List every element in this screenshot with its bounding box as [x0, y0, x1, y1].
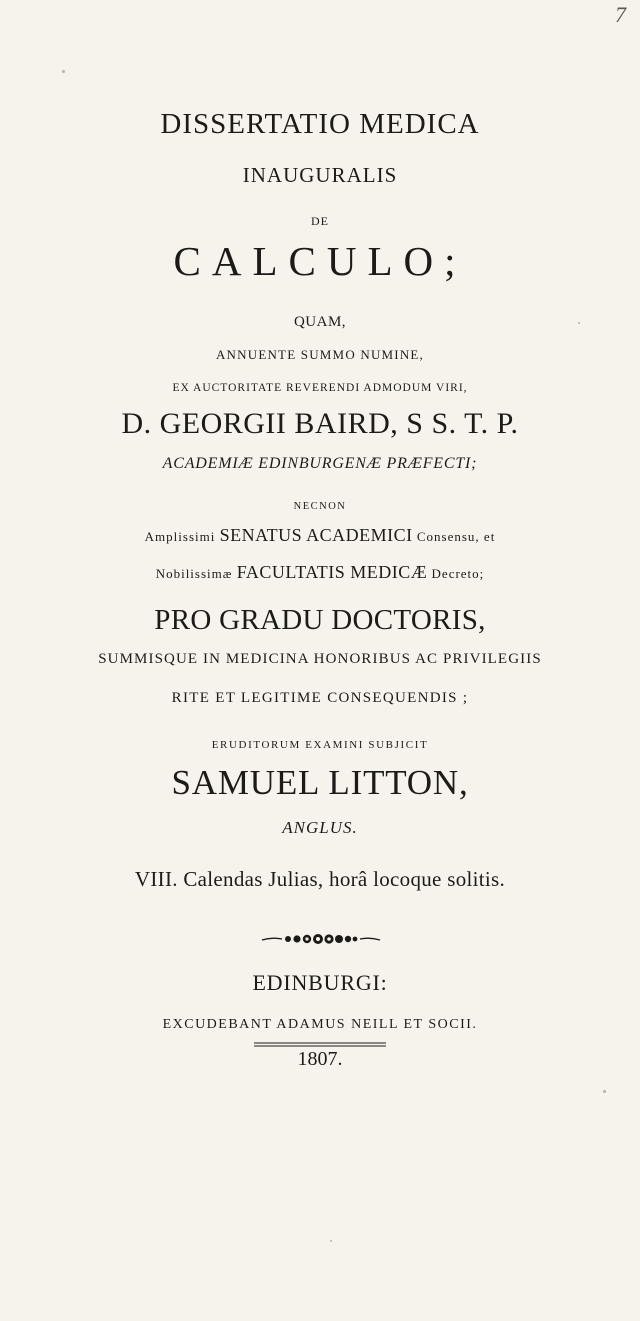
- necnon-line: NECNON: [293, 501, 347, 512]
- printer-ornament: [260, 932, 382, 946]
- paper-speck: [330, 1240, 332, 1242]
- facultatis-line: [0, 562, 640, 583]
- academiae-line: ACADEMIÆ EDINBURGENÆ PRÆFECTI;: [162, 455, 478, 472]
- de-line: DE: [311, 214, 329, 228]
- imprint-rule: [254, 1042, 386, 1047]
- imprint-year: 1807.: [297, 1048, 343, 1070]
- author-nation: ANGLUS.: [282, 818, 358, 837]
- pro-gradu-line: PRO GRADU DOCTORIS,: [154, 604, 486, 636]
- paper-speck: [603, 1090, 606, 1093]
- senatus-prefix: Amplissimi: [144, 529, 216, 544]
- annuente-line: ANNUENTE SUMMO NUMINE,: [215, 347, 425, 362]
- dissertation-subtitle: INAUGURALIS: [242, 163, 398, 187]
- quam-line: QUAM,: [293, 314, 347, 330]
- imprint-printer: EXCUDEBANT ADAMUS NEILL ET SOCII.: [162, 1017, 478, 1032]
- summisque-line: SUMMISQUE IN MEDICINA HONORIBUS AC PRIVILEGIIS: [98, 651, 542, 667]
- author-name: SAMUEL LITTON,: [171, 763, 469, 802]
- facultatis-prefix: Nobilissimæ: [155, 566, 233, 581]
- dissertation-title: DISSERTATIO MEDICA: [160, 108, 480, 140]
- principal-name: D. GEORGII BAIRD, S S. T. P.: [121, 407, 519, 440]
- paper-speck: [578, 322, 580, 324]
- imprint-place: EDINBURGI:: [252, 970, 388, 995]
- rite-line: RITE ET LEGITIME CONSEQUENDIS ;: [171, 690, 469, 706]
- topic-heading: CALCULO;: [173, 238, 467, 284]
- senatus-line: [0, 525, 640, 546]
- facultatis-suffix: Decreto;: [431, 566, 485, 581]
- auctoritate-line: EX AUCTORITATE REVERENDI ADMODUM VIRI,: [172, 382, 468, 394]
- senatus-main: SENATUS ACADEMICI: [219, 525, 413, 545]
- paper-speck: [62, 70, 65, 73]
- corner-pencil-mark: 7: [615, 2, 626, 27]
- senatus-suffix: Consensu, et: [416, 529, 496, 544]
- facultatis-main: FACULTATIS MEDICÆ: [236, 562, 428, 582]
- date-line: VIII. Calendas Julias, horâ locoque solitis.: [134, 867, 506, 891]
- eruditorum-line: ERUDITORUM EXAMINI SUBJICIT: [211, 739, 429, 751]
